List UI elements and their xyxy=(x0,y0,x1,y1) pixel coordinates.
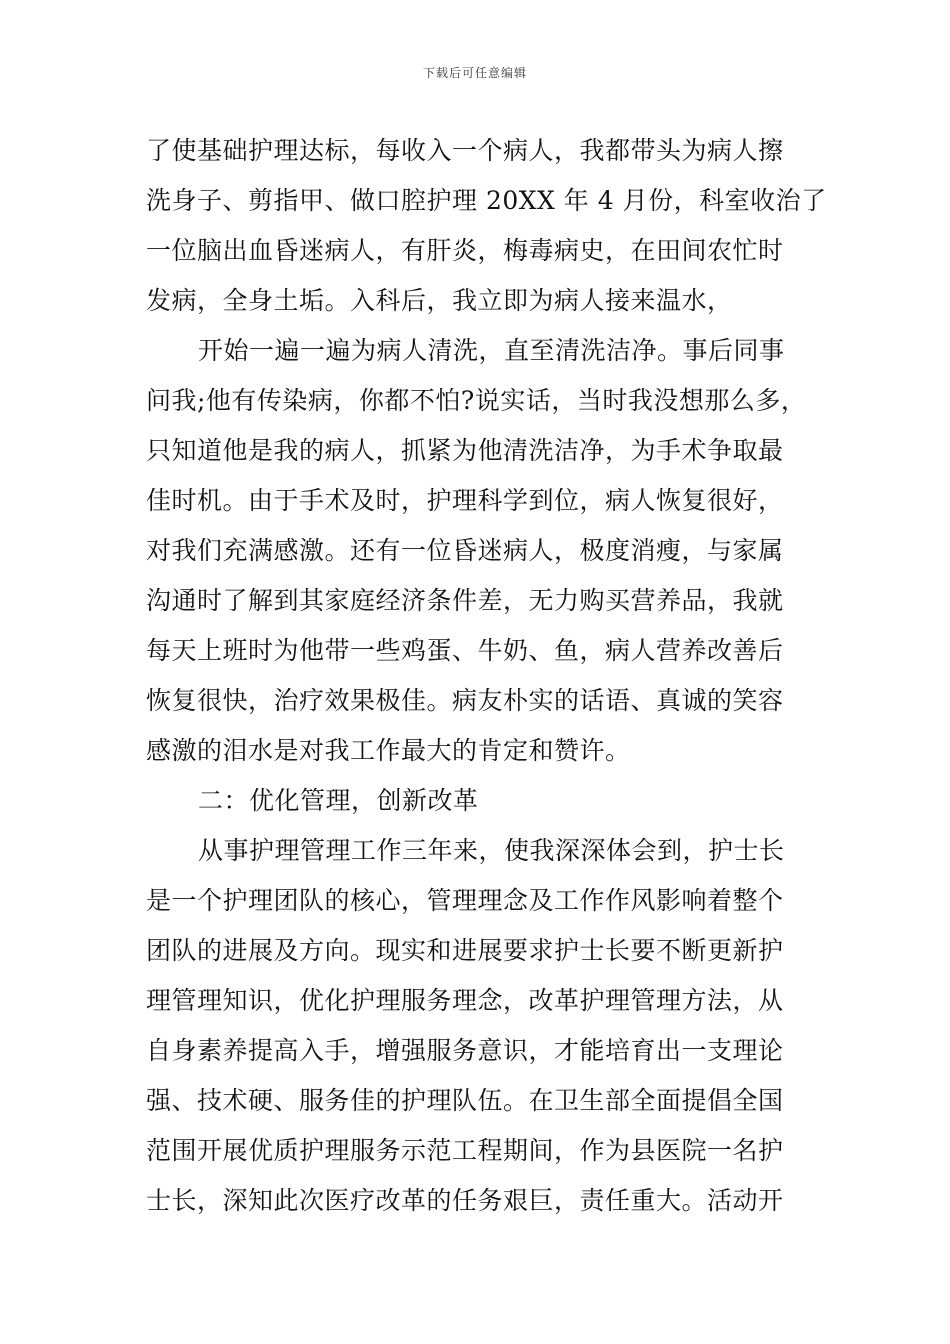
paragraph-start-line: 开始一遍一遍为病人清洗，直至清洗洁净。事后同事 xyxy=(198,336,785,365)
page-header: 下载后可任意编辑 xyxy=(422,66,527,80)
text-line: 强、技术硬、服务佳的护理队伍。在卫生部全面提倡全国 xyxy=(146,1086,784,1115)
text-line: 范围开展优质护理服务示范工程期间，作为县医院一名护 xyxy=(146,1136,784,1165)
section-heading: 二：优化管理，创新改革 xyxy=(198,786,479,815)
text-line: 问我;他有传染病，你都不怕?说实话，当时我没想那么多， xyxy=(146,386,807,415)
text-line: 自身素养提高入手，增强服务意识，才能培育出一支理论 xyxy=(146,1036,784,1065)
document-body xyxy=(146,126,826,1226)
text-line: 理管理知识，优化护理服务理念，改革护理管理方法，从 xyxy=(146,986,784,1015)
text-line: 团队的进展及方向。现实和进展要求护士长要不断更新护 xyxy=(146,936,784,965)
text-line: 发病，全身土垢。入科后，我立即为病人接来温水， xyxy=(146,286,733,315)
paragraph-start-line: 从事护理管理工作三年来，使我深深体会到，护士长 xyxy=(198,836,785,865)
text-line: 一位脑出血昏迷病人，有肝炎，梅毒病史，在田间农忙时 xyxy=(146,236,784,265)
text-line: 恢复很快，治疗效果极佳。病友朴实的话语、真诚的笑容 xyxy=(146,686,784,715)
text-line: 每天上班时为他带一些鸡蛋、牛奶、鱼，病人营养改善后 xyxy=(146,636,784,665)
text-line: 是一个护理团队的核心，管理理念及工作作风影响着整个 xyxy=(146,886,784,915)
text-line: 感激的泪水是对我工作最大的肯定和赞许。 xyxy=(146,736,631,765)
text-line: 士长，深知此次医疗改革的任务艰巨，责任重大。活动开 xyxy=(146,1186,784,1215)
text-line: 洗身子、剪指甲、做口腔护理 20XX 年 4 月份，科室收治了 xyxy=(146,186,827,215)
text-line: 对我们充满感激。还有一位昏迷病人，极度消瘦，与家属 xyxy=(146,536,784,565)
text-line: 沟通时了解到其家庭经济条件差，无力购买营养品，我就 xyxy=(146,586,784,615)
text-line: 佳时机。由于手术及时，护理科学到位，病人恢复很好， xyxy=(146,486,784,515)
text-line: 了使基础护理达标，每收入一个病人，我都带头为病人擦 xyxy=(146,136,784,165)
text-line: 只知道他是我的病人，抓紧为他清洗洁净，为手术争取最 xyxy=(146,436,784,465)
